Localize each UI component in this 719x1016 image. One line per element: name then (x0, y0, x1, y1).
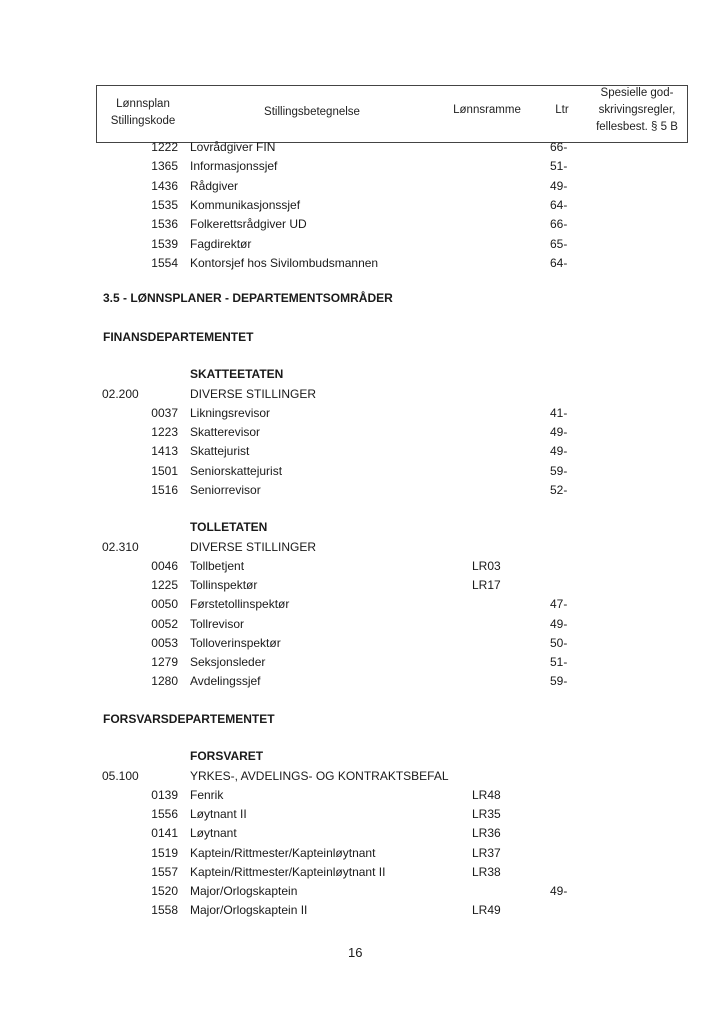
table-row (0, 672, 719, 690)
table-row (0, 462, 719, 480)
table-row (0, 196, 719, 214)
position-title: Kontorsjef hos Sivilombudsmannen (190, 255, 379, 270)
position-code: 1535 (151, 197, 178, 212)
position-title: Lovrådgiver FIN (190, 140, 276, 154)
position-title: Skattejurist (190, 444, 250, 459)
salary-step: 65- (550, 236, 568, 251)
salary-step: 51- (550, 159, 568, 174)
group-code: 05.100 (102, 769, 139, 783)
group-name: DIVERSE STILLINGER (190, 540, 317, 554)
position-title: Skatterevisor (190, 425, 261, 440)
salary-step: 66- (550, 140, 568, 154)
salary-step: 66- (550, 217, 568, 232)
position-code: 1223 (151, 425, 178, 440)
forsvaret-name: FORSVARET (190, 749, 264, 763)
position-code: 0052 (151, 616, 178, 631)
position-code: 0053 (151, 635, 178, 650)
table-row (0, 863, 719, 881)
group-name: DIVERSE STILLINGER (190, 387, 317, 401)
header-special: Spesielle god- skrivingsregler, fellesbest. § 5 B (596, 87, 678, 133)
salary-step: 51- (550, 655, 568, 669)
table-row (0, 653, 719, 671)
table-row (0, 557, 719, 575)
position-code: 1436 (151, 178, 178, 193)
position-title: Likningsrevisor (190, 406, 271, 420)
position-code: 1554 (151, 255, 178, 270)
position-title: Informasjonssjef (190, 159, 278, 174)
salary-step: 49- (550, 444, 568, 459)
table-row (0, 634, 719, 652)
salary-frame: LR48 (472, 788, 501, 802)
position-code: 0050 (151, 597, 178, 612)
position-code: 1539 (151, 236, 178, 251)
skatt-name: SKATTEETATEN (190, 367, 284, 381)
salary-step: 59- (550, 463, 568, 478)
table-row (0, 404, 719, 422)
table-header (96, 85, 688, 143)
position-title: Tollrevisor (190, 616, 245, 631)
salary-step: 49- (550, 425, 568, 440)
position-code: 1280 (151, 674, 178, 689)
salary-frame: LR49 (472, 903, 501, 918)
position-code: 1519 (151, 845, 178, 860)
header-ltr: Ltr (555, 104, 569, 116)
position-title: Rådgiver (190, 178, 239, 193)
position-title: Kommunikasjonssjef (190, 197, 301, 212)
table-row (0, 901, 719, 919)
table-row (0, 215, 719, 233)
table-row (0, 805, 719, 823)
salary-step: 49- (550, 178, 568, 193)
group-code: 02.200 (102, 387, 139, 401)
position-code: 1365 (151, 159, 178, 174)
table-row (0, 615, 719, 633)
salary-frame: LR36 (472, 826, 501, 841)
salary-frame: LR17 (472, 578, 501, 593)
forsvaret-group-row (0, 767, 719, 785)
position-title: Fenrik (190, 788, 224, 802)
position-title: Tolloverinspektør (190, 635, 281, 650)
position-code: 0037 (151, 406, 178, 420)
group-name: YRKES-, AVDELINGS- OG KONTRAKTSBEFAL (190, 769, 449, 783)
table-row (0, 254, 719, 272)
table-row (0, 595, 719, 613)
position-code: 0139 (151, 788, 178, 802)
position-code: 1557 (151, 864, 178, 879)
table-row (0, 824, 719, 842)
salary-step: 47- (550, 597, 568, 612)
salary-step: 49- (550, 884, 568, 898)
position-code: 0046 (151, 559, 178, 573)
table-row (0, 235, 719, 253)
table-row (0, 442, 719, 460)
fin-heading: FINANSDEPARTEMENTET (103, 330, 254, 344)
table-row (0, 423, 719, 441)
skatt-group-row (0, 385, 719, 403)
position-title: Folkerettsrådgiver UD (190, 217, 307, 232)
position-title: Løytnant II (190, 807, 247, 822)
position-title: Avdelingssjef (190, 674, 261, 689)
fd-heading: FORSVARSDEPARTEMENTET (103, 712, 275, 726)
toll-group-row (0, 538, 719, 556)
position-title: Løytnant (190, 826, 237, 841)
table-row (0, 481, 719, 499)
toll-name: TOLLETATEN (190, 520, 268, 534)
salary-step: 49- (550, 616, 568, 631)
position-code: 1558 (151, 903, 178, 918)
salary-step: 59- (550, 674, 568, 689)
salary-step: 50- (550, 635, 568, 650)
table-row (0, 882, 719, 900)
position-title: Seniorrevisor (190, 482, 261, 497)
salary-step: 52- (550, 482, 568, 497)
salary-frame: LR35 (472, 807, 501, 822)
position-title: Major/Orlogskaptein (190, 884, 298, 898)
position-code: 1556 (151, 807, 178, 822)
position-code: 0141 (151, 826, 178, 841)
salary-frame: LR38 (472, 864, 501, 879)
table-row (0, 786, 719, 804)
header-title: Stillingsbetegnelse (264, 106, 360, 118)
table-row (0, 177, 719, 195)
position-title: Kaptein/Rittmester/Kapteinløytnant (190, 845, 376, 860)
table-row (0, 138, 719, 156)
position-code: 1225 (151, 578, 178, 593)
position-code: 1520 (151, 884, 178, 898)
position-code: 1279 (151, 655, 178, 669)
position-title: Fagdirektør (190, 236, 252, 251)
salary-frame: LR37 (472, 845, 501, 860)
header-code: Lønnsplan Stillingskode (110, 98, 176, 127)
position-title: Major/Orlogskaptein II (190, 903, 308, 918)
table-row (0, 157, 719, 175)
table-row (0, 844, 719, 862)
header-ramme: Lønnsramme (453, 104, 521, 116)
page-number: 16 (348, 945, 363, 960)
position-code: 1536 (151, 217, 178, 232)
salary-step: 64- (550, 255, 568, 270)
salary-frame: LR03 (472, 559, 501, 573)
position-code: 1413 (151, 444, 178, 459)
position-code: 1516 (151, 482, 178, 497)
group-code: 02.310 (102, 540, 139, 554)
table-row (0, 576, 719, 594)
salary-step: 64- (550, 197, 568, 212)
position-title: Tollinspektør (190, 578, 258, 593)
salary-step: 41- (550, 406, 568, 420)
position-code: 1501 (151, 463, 178, 478)
position-title: Seksjonsleder (190, 655, 266, 669)
position-title: Tollbetjent (190, 559, 245, 573)
position-title: Seniorskattejurist (190, 463, 283, 478)
position-title: Førstetollinspektør (190, 597, 290, 612)
section-heading: 3.5 - LØNNSPLANER - DEPARTEMENTSOMRÅDER (103, 291, 393, 305)
position-code: 1222 (151, 140, 178, 154)
position-title: Kaptein/Rittmester/Kapteinløytnant II (190, 864, 386, 879)
